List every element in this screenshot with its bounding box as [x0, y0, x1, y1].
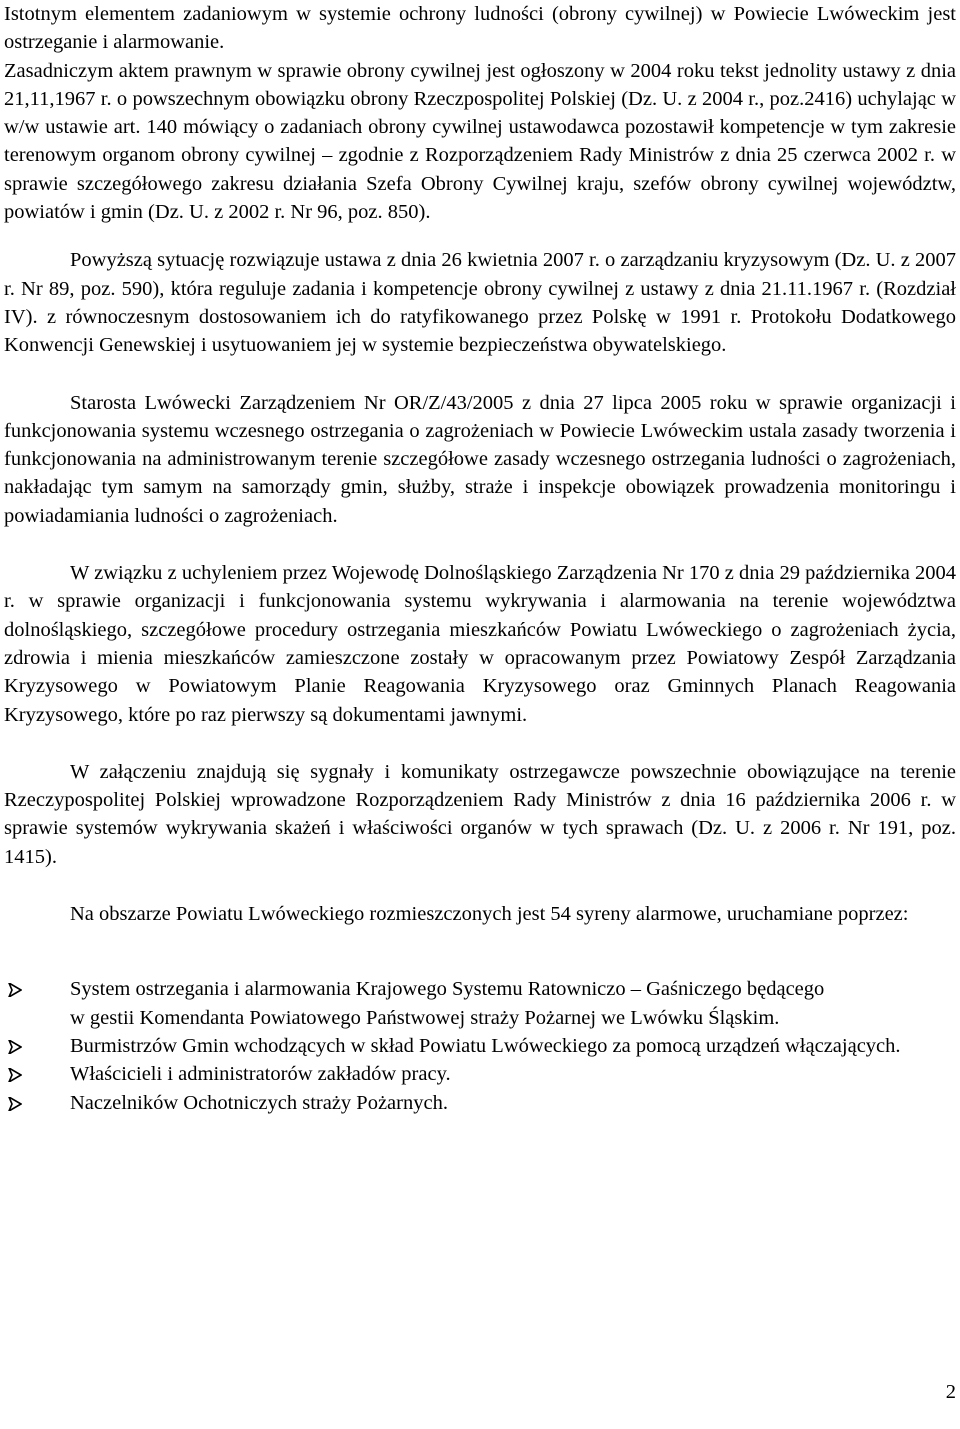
paragraph-signals: W załączeniu znajdują się sygnały i komunikaty ostrzegawcze powszechnie obowiązujące na terenie Rzeczypospolitej Polskiej wprowadzone Rozporządzeniem Rady Ministrów z dnia 16 października 2006 r. w sprawie systemów wykrywania skażeń i właściwości organów w tych sprawach (Dz. U. z 2006 r. Nr 191, poz. 1415).	[4, 760, 956, 868]
page-number: 2	[945, 1381, 956, 1403]
paragraph-starosta-order: Starosta Lwówecki Zarządzeniem Nr OR/Z/43/2005 z dnia 27 lipca 2005 roku w sprawie organizacji i funkcjonowania systemu wczesnego ostrzegania o zagrożeniach w Powiecie Lwóweckim ustala zasady tworzenia i funkcjonowania na administrowanym terenie szczegółowe zasady wczesnego ostrzegania ludności o zagrożeniach, nakładając tym samym na samorządy gmin, służby, straże i inspekcje obowiązek prowadzenia monitoringu i powiadamiania ludności o zagrożeniach.	[4, 391, 956, 527]
list-item-text: System ostrzegania i alarmowania Krajowego Systemu Ratowniczo – Gaśniczego będącego	[70, 978, 825, 1001]
list-item-text: Właścicieli i administratorów zakładów pracy.	[70, 1063, 451, 1086]
list-item	[4, 1032, 956, 1060]
arrowhead-bullet-icon	[8, 1040, 22, 1054]
paragraph-voivode-order: W związku z uchyleniem przez Wojewodę Dolnośląskiego Zarządzenia Nr 170 z dnia 29 października 2004 r. w sprawie organizacji i funkcjonowania systemu wykrywania i alarmowania na terenie województwa dolnośląskiego, szczegółowe procedury ostrzegania mieszkańców Powiatu Lwóweckiego o zagrożeniach życia, zdrowia i mienia mieszkańców zamieszczone zostały w opracowanym przez Powiatowy Zespół Zarządzania Kryzysowego w Powiatowym Planie Reagowania Kryzysowego oraz Gminnych Planach Reagowania Kryzysowego, które po raz pierwszy są dokumentami jawnymi.	[4, 562, 956, 726]
paragraph-sirens: Na obszarze Powiatu Lwóweckiego rozmieszczonych jest 54 syreny alarmowe, uruchamiane poprzez:	[70, 903, 909, 926]
list-item	[4, 1089, 956, 1117]
list-item	[4, 975, 956, 1003]
list-item-continuation	[4, 1004, 956, 1032]
arrowhead-bullet-icon	[8, 983, 22, 997]
list-item-text: Burmistrzów Gmin wchodzących w skład Powiatu Lwóweckiego za pomocą urządzeń włączających.	[70, 1034, 901, 1057]
list-item-text: Naczelników Ochotniczych straży Pożarnych.	[70, 1091, 448, 1114]
list-item	[4, 1060, 956, 1088]
document-page	[4, 0, 956, 1117]
paragraph-intro: Istotnym elementem zadaniowym w systemie ochrony ludności (obrony cywilnej) w Powiecie Lwóweckim jest ostrzeganie i alarmowanie.	[4, 3, 956, 54]
arrowhead-bullet-icon	[8, 1097, 22, 1111]
siren-activation-list	[4, 975, 956, 1116]
paragraph-crisis-law: Powyższą sytuację rozwiązuje ustawa z dnia 26 kwietnia 2007 r. o zarządzaniu kryzysowym (Dz. U. z 2007 r. Nr 89, poz. 590), która reguluje zadania i kompetencje obrony cywilnej z ustawy z dnia 21.11.1967 r. (Rozdział IV). z równoczesnym dostosowaniem ich do ratyfikowanego przez Polskę w 1991 r. Protokołu Dodatkowego Konwencji Genewskiej i usytuowaniem jej w systemie bezpieczeństwa obywatelskiego.	[4, 249, 956, 357]
arrowhead-bullet-icon	[8, 1068, 22, 1082]
list-item-text: w gestii Komendanta Powiatowego Państwowej straży Pożarnej we Lwówku Śląskim.	[70, 1006, 780, 1029]
paragraph-legal-act: Zasadniczym aktem prawnym w sprawie obrony cywilnej jest ogłoszony w 2004 roku tekst jednolity ustawy z dnia 21,11,1967 r. o powszechnym obowiązku obrony Rzeczpospolitej Polskiej (Dz. U. z 2004 r., poz.2416) uchylając w w/w ustawie art. 140 mówiący o zadaniach obrony cywilnej ustawodawca pozostawił kompetencje w tym zakresie terenowym organom obrony cywilnej – zgodnie z Rozporządzeniem Rady Ministrów z dnia 25 czerwca 2002 r. w sprawie szczegółowego zakresu działania Szefa Obrony Cywilnej kraju, szefów obrony cywilnej województw, powiatów i gmin (Dz. U. z 2002 r. Nr 96, poz. 850).	[4, 59, 956, 224]
